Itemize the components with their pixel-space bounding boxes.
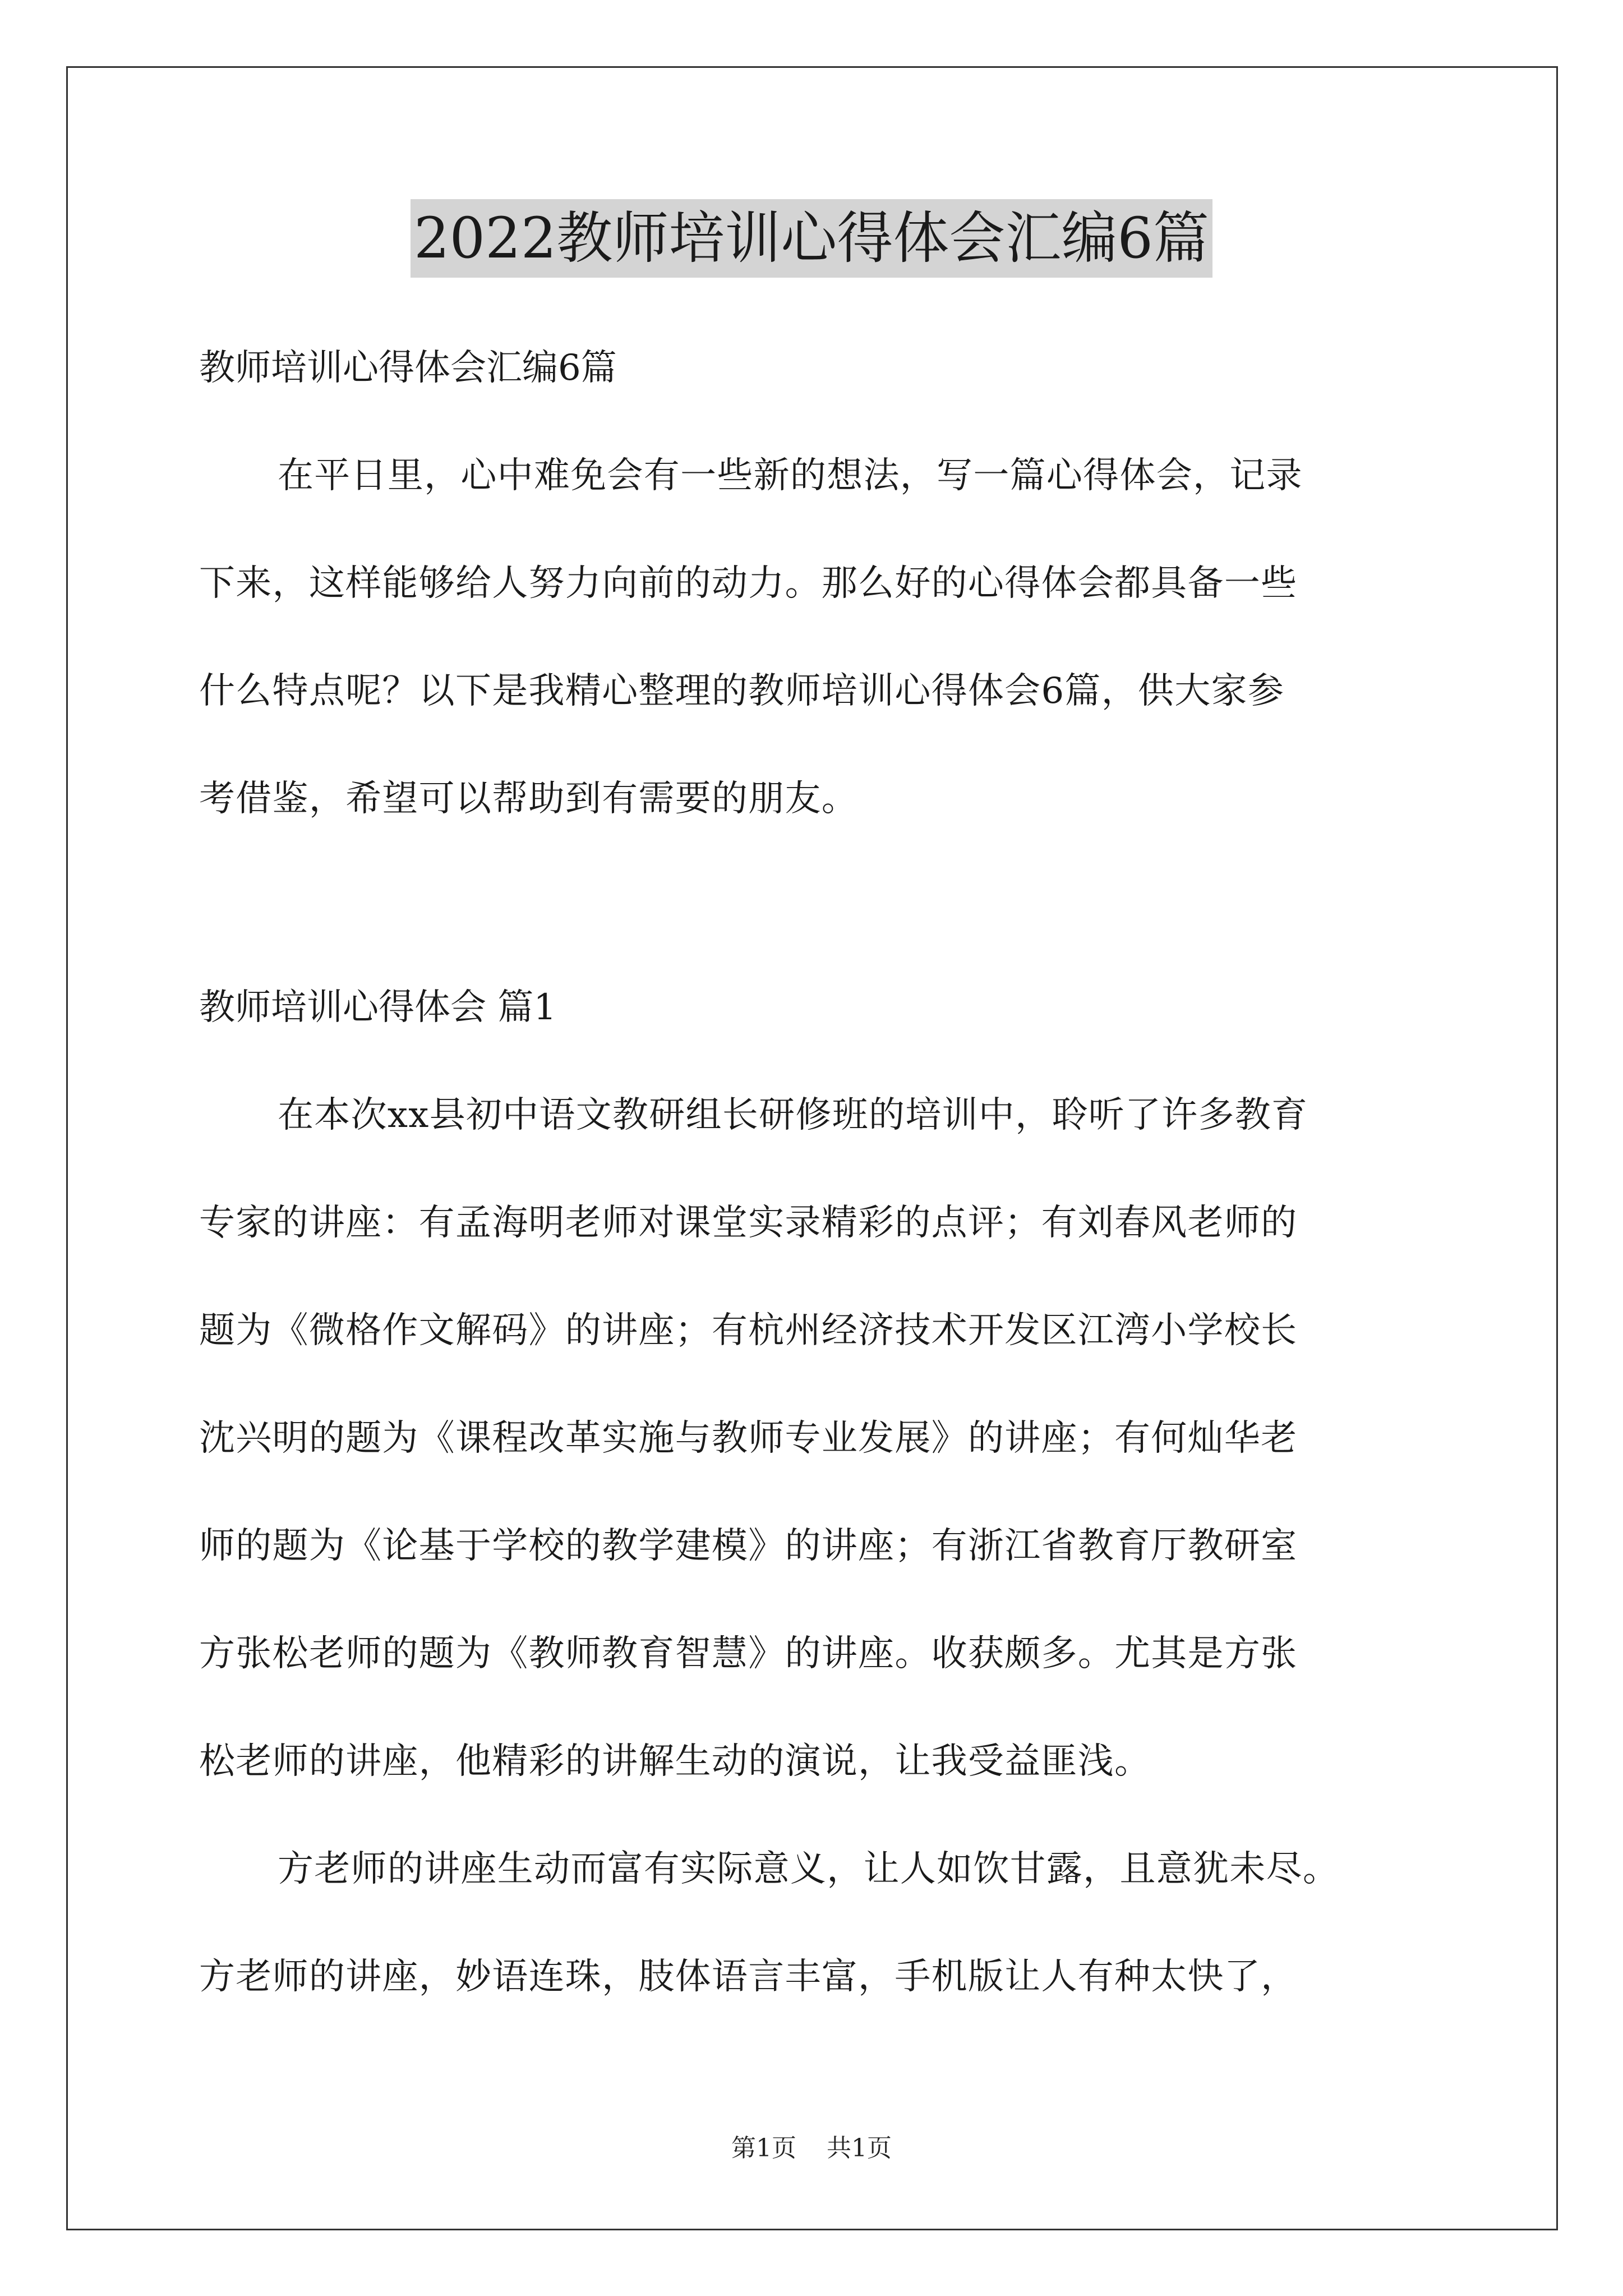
intro-paragraph bbox=[199, 422, 1455, 853]
section1-paragraph-2 bbox=[199, 1815, 1455, 2031]
page-total: 共1页 bbox=[827, 2134, 892, 2162]
document-subtitle: 教师培训心得体会汇编6篇 bbox=[199, 347, 617, 389]
section-spacer bbox=[199, 853, 1455, 954]
document-body bbox=[199, 314, 1455, 2031]
section-heading: 教师培训心得体会 篇1 bbox=[199, 987, 557, 1028]
paragraph-line: 沈兴明的题为《课程改革实施与教师专业发展》的讲座；有何灿华老 bbox=[199, 1418, 1298, 1459]
paragraph-line: 方张松老师的题为《教师教育智慧》的讲座。收获颇多。尤其是方张 bbox=[199, 1633, 1298, 1674]
intro-line: 考借鉴，希望可以帮助到有需要的朋友。 bbox=[199, 778, 859, 820]
title-container bbox=[0, 199, 1623, 278]
paragraph-line: 松老师的讲座，他精彩的讲解生动的演说，让我受益匪浅。 bbox=[199, 1741, 1151, 1782]
document-title: 2022教师培训心得体会汇编6篇 bbox=[411, 199, 1212, 278]
paragraph-line: 方老师的讲座，妙语连珠，肢体语言丰富，手机版让人有种太快了， bbox=[199, 1956, 1298, 1998]
section1-paragraph-1 bbox=[199, 1061, 1455, 1815]
intro-line: 下来，这样能够给人努力向前的动力。那么好的心得体会都具备一些 bbox=[199, 563, 1298, 604]
page-number: 第1页 bbox=[731, 2134, 796, 2162]
page-footer bbox=[0, 2132, 1623, 2165]
paragraph-line: 师的题为《论基于学校的教学建模》的讲座；有浙江省教育厅教研室 bbox=[199, 1525, 1298, 1567]
paragraph-line: 专家的讲座：有孟海明老师对课堂实录精彩的点评；有刘春风老师的 bbox=[199, 1202, 1298, 1244]
intro-line: 在平日里，心中难免会有一些新的想法，写一篇心得体会，记录 bbox=[278, 455, 1303, 496]
intro-line: 什么特点呢？以下是我精心整理的教师培训心得体会6篇，供大家参 bbox=[199, 670, 1285, 712]
paragraph-line: 方老师的讲座生动而富有实际意义，让人如饮甘露，且意犹未尽。 bbox=[278, 1848, 1340, 1890]
paragraph-line: 题为《微格作文解码》的讲座；有杭州经济技术开发区江湾小学校长 bbox=[199, 1310, 1298, 1351]
paragraph-line: 在本次xx县初中语文教研组长研修班的培训中，聆听了许多教育 bbox=[278, 1094, 1308, 1136]
